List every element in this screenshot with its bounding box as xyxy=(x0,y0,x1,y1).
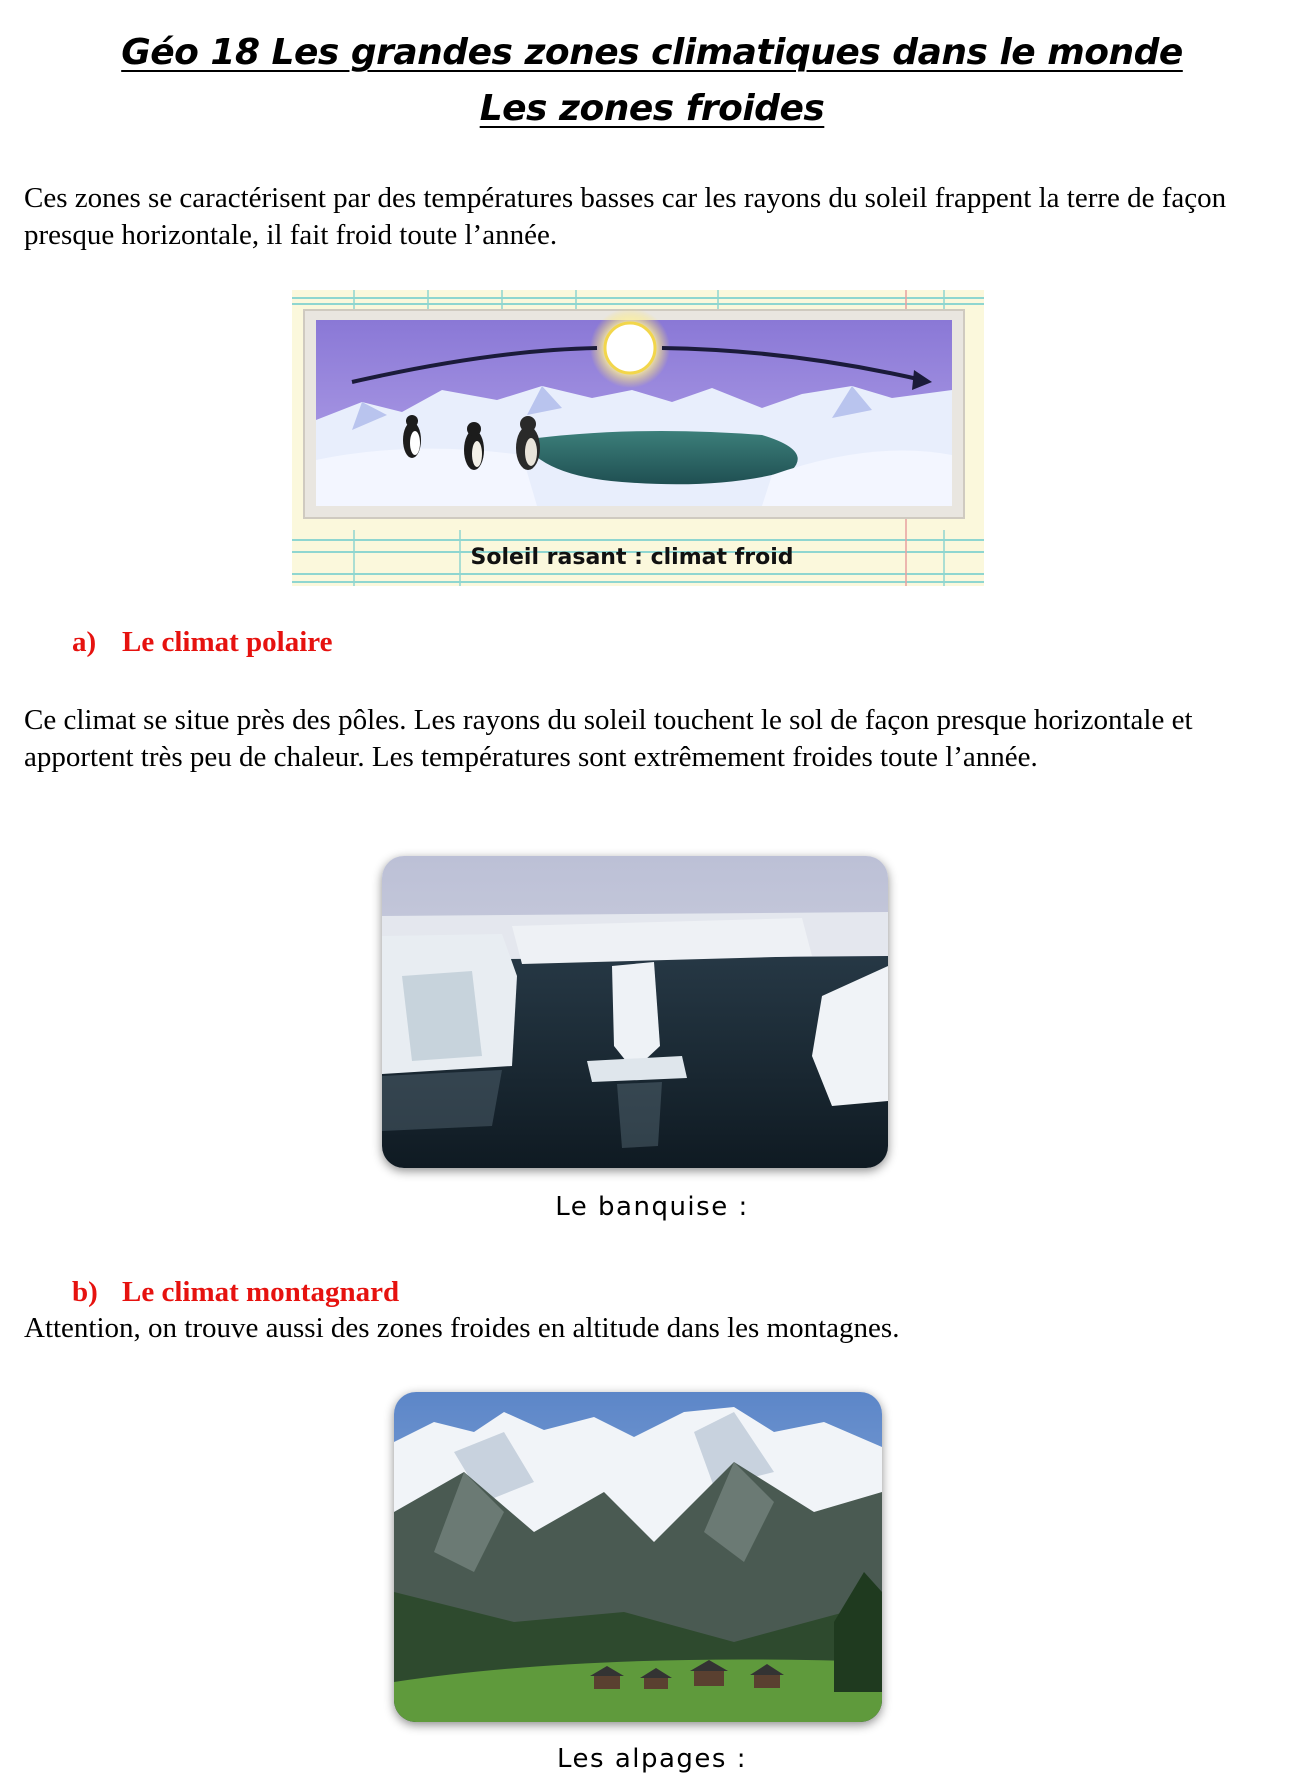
document-title: Géo 18 Les grandes zones climatiques dans le monde xyxy=(121,32,1183,73)
intro-paragraph: Ces zones se caractérisent par des températures basses car les rayons du soleil frappent la terre de façon presque horizontale, il fait froid toute l’année. xyxy=(24,182,1227,251)
section-a-label: a) xyxy=(72,626,97,658)
section-b-label: b) xyxy=(72,1276,98,1308)
ice-shelf-photo xyxy=(382,856,888,1168)
section-b-paragraph: Attention, on trouve aussi des zones froides en altitude dans les montagnes. xyxy=(24,1312,900,1344)
sun-diagram-figure xyxy=(292,290,984,586)
alps-photo xyxy=(394,1392,882,1722)
low-sun-illustration xyxy=(292,290,984,586)
section-b-caption: Les alpages : xyxy=(557,1744,747,1774)
document-subtitle: Les zones froides xyxy=(479,88,825,129)
section-a-heading xyxy=(72,626,332,659)
section-a-caption: Le banquise : xyxy=(555,1192,749,1222)
section-a-paragraph: Ce climat se situe près des pôles. Les rayons du soleil touchent le sol de façon presque horizontale et apportent très peu de chaleur. Les températures sont extrêmement froides toute l’année. xyxy=(24,704,1193,773)
figure1-caption: Soleil rasant : climat froid xyxy=(470,545,794,570)
section-b-heading xyxy=(72,1276,399,1309)
section-b-title: Le climat montagnard xyxy=(122,1276,400,1308)
section-a-title: Le climat polaire xyxy=(122,626,333,658)
